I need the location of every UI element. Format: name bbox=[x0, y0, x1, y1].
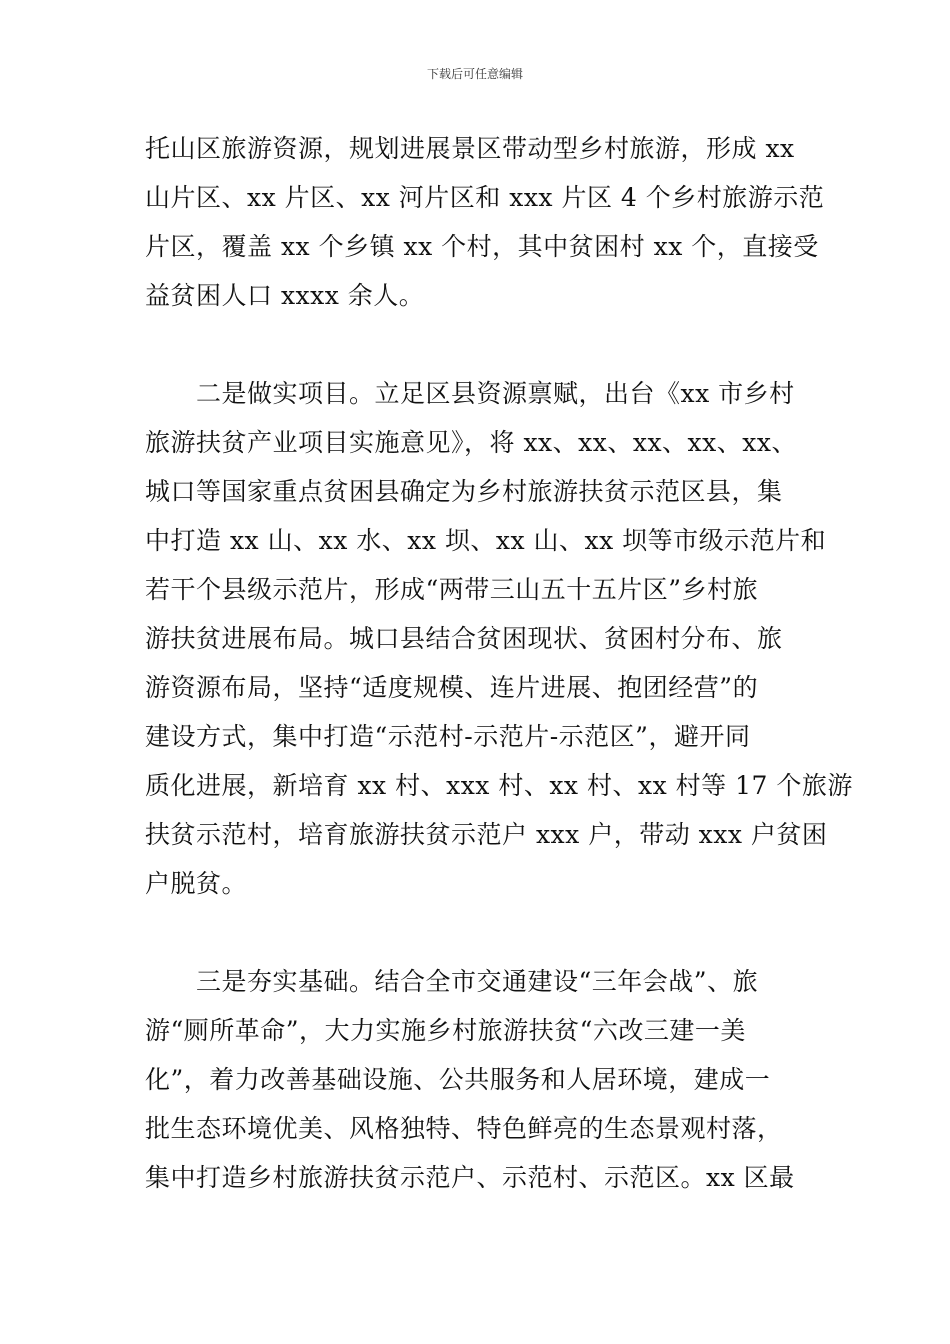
document-body bbox=[145, 124, 853, 1202]
text-line: 质化进展，新培育 xx 村、xxx 村、xx 村、xx 村等 17 个旅游 bbox=[145, 771, 853, 800]
text-line: 托山区旅游资源，规划进展景区带动型乡村旅游，形成 xx bbox=[145, 134, 795, 163]
paragraph-3 bbox=[145, 957, 810, 1202]
text-line: 批生态环境优美、风格独特、特色鲜亮的生态景观村落， bbox=[145, 1114, 783, 1143]
text-line: 化”，着力改善基础设施、公共服务和人居环境，建成一 bbox=[145, 1065, 771, 1094]
paragraph-1 bbox=[145, 124, 825, 320]
text-line: 扶贫示范村，培育旅游扶贫示范户 xxx 户，带动 xxx 户贫困 bbox=[145, 820, 828, 849]
text-line: 若干个县级示范片，形成“两带三山五十五片区”乡村旅 bbox=[145, 575, 759, 604]
text-line: 中打造 xx 山、xx 水、xx 坝、xx 山、xx 坝等市级示范片和 bbox=[145, 526, 827, 555]
text-line: 益贫困人口 xxxx 余人。 bbox=[145, 281, 425, 310]
text-line: 旅游扶贫产业项目实施意见》，将 xx、xx、xx、xx、xx、 bbox=[145, 428, 797, 457]
paragraph-spacer bbox=[145, 320, 810, 369]
text-line: 建设方式，集中打造“示范村-示范片-示范区”，避开同 bbox=[145, 722, 751, 751]
page-header: 下载后可任意编辑 bbox=[426, 67, 523, 81]
text-line: 三是夯实基础。结合全市交通建设“三年会战”、旅 bbox=[145, 967, 759, 996]
text-line: 城口等国家重点贫困县确定为乡村旅游扶贫示范区县，集 bbox=[145, 477, 783, 506]
text-line: 集中打造乡村旅游扶贫示范户、示范村、示范区。xx 区最 bbox=[145, 1163, 795, 1192]
text-line: 户脱贫。 bbox=[145, 869, 248, 898]
text-line: 二是做实项目。立足区县资源禀赋，出台《xx 市乡村 bbox=[145, 379, 795, 408]
paragraph-spacer bbox=[145, 908, 810, 957]
text-line: 片区，覆盖 xx 个乡镇 xx 个村，其中贫困村 xx 个，直接受 bbox=[145, 232, 819, 261]
paragraph-2 bbox=[145, 369, 853, 908]
text-line: 游“厕所革命”，大力实施乡村旅游扶贫“六改三建一美 bbox=[145, 1016, 746, 1045]
text-line: 游资源布局，坚持“适度规模、连片进展、抱团经营”的 bbox=[145, 673, 759, 702]
text-line: 山片区、xx 片区、xx 河片区和 xxx 片区 4 个乡村旅游示范 bbox=[145, 183, 825, 212]
text-line: 游扶贫进展布局。城口县结合贫困现状、贫困村分布、旅 bbox=[145, 624, 783, 653]
